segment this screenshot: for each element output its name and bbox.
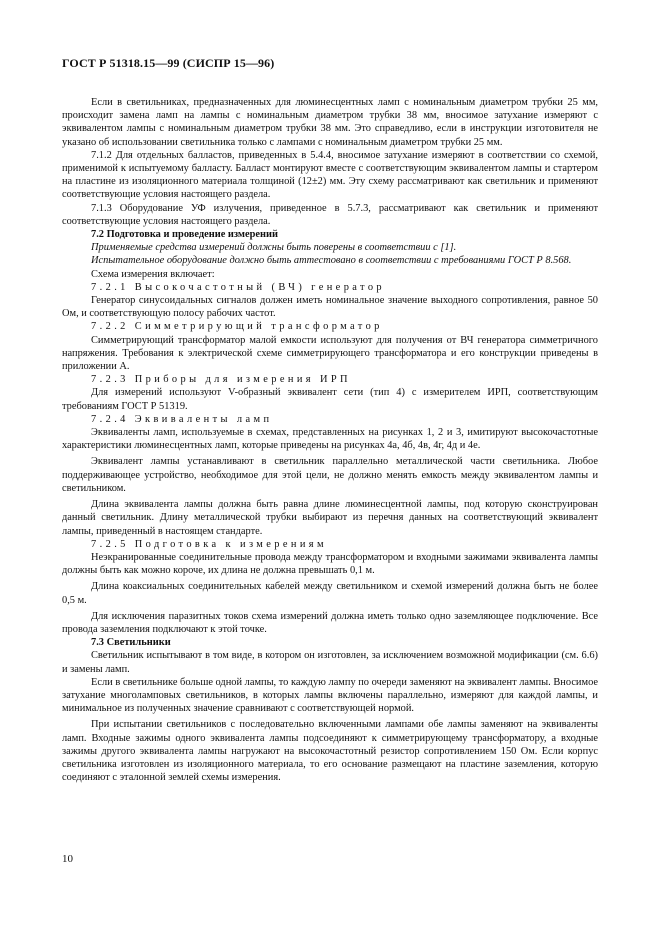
paragraph: Длина эквивалента лампы должна быть равна длине люминесцентной лампы, под которую сконструирован данный светильник. Длину металлической трубки выбирают из перечня данных на соответствующий эквивалент лампы, приведенный в настоящем стандарте. [62,499,598,537]
paragraph: Светильник испытывают в том виде, в котором он изготовлен, за исключением возможной модификации (см. 6.6) и замены ламп. [62,650,598,675]
paragraph: Если в светильнике больше одной лампы, то каждую лампу по очереди заменяют на эквивалент лампы. Вносимое затухание многоламповых светильников, в которых лампы включены параллельно, измеряют для каждой лампы, и минимальное из полученных значение сравнивают с соответствующей нормой. [62,676,598,715]
paragraph-italic: Испытательное оборудование должно быть аттестовано в соответствии с требованиями ГОСТ Р 8.568. [91,255,572,267]
paragraph-italic: Применяемые средства измерений должны быть поверены в соответствии с [1]. [91,242,457,254]
subsection-heading: 7.2.2 Симметрирующий трансформатор [91,321,383,333]
section-heading [62,228,598,241]
paragraph: Генератор синусоидальных сигналов должен иметь номинальное значение выходного сопротивления, равное 50 Ом, и соответствующую полосу рабочих частот. [62,295,598,320]
paragraph: Симметрирующий трансформатор малой емкости используют для получения от ВЧ генератора симметричного напряжения. Требования к электрической схеме симметрирующего трансформатора и его конструкции приведены в приложении А. [62,334,598,373]
section-heading-text: 7.2 Подготовка и проведение измерений [91,229,278,241]
paragraph: 7.1.3 Оборудование УФ излучения, приведенное в 5.7.3, рассматривают как светильник и применяют соответствующие условия настоящего раздела. [62,202,598,227]
paragraph: Если в светильниках, предназначенных для люминесцентных ламп с номинальным диаметром трубки 25 мм, происходит замена ламп на лампы с номинальным диаметром трубки 38 мм, вносимое затухание измеряют с эквивалентом лампы с номинальным диаметром трубки 38 мм. Это справедливо, если в инструкции изготовителя не указано об использовании светильника только с лампами с номинальным диаметром трубки 25 мм. [62,97,598,148]
section-heading-text: 7.3 Светильники [91,637,171,649]
paragraph: Схема измерения включает: [91,268,215,280]
subsection-heading: 7.2.4 Эквиваленты ламп [91,413,273,425]
page-header: ГОСТ Р 51318.15—99 (СИСПР 15—96) [62,56,275,70]
section-heading [62,636,598,649]
document-body [62,96,598,784]
paragraph: Эквивалент лампы устанавливают в светильник параллельно металлической части светильника. Любое поддерживающее устройство, необходимое для этой цели, не должно менять емкость между эквивалентом лампы и светильником. [62,456,598,494]
subsection-heading: 7.2.5 Подготовка к измерениям [91,538,327,550]
paragraph: Эквиваленты ламп, используемые в схемах, представленных на рисунках 1, 2 и 3, имитируют высокочастотные характеристики люминесцентных ламп, которые приведены на рисунках 4а, 4б, 4в, 4г, 4д и 4е. [62,427,598,452]
subsection-heading: 7.2.1 Высокочастотный (ВЧ) генератор [91,281,386,293]
paragraph: Неэкранированные соединительные провода между трансформатором и входными зажимами эквивалента лампы должны быть как можно короче, их длина не должна превышать 0,1 м. [62,551,598,577]
paragraph: Длина коаксиальных соединительных кабелей между светильником и схемой измерений должна быть не более 0,5 м. [62,581,598,606]
page-number: 10 [62,853,73,865]
subsection-heading: 7.2.3 Приборы для измерения ИРП [91,374,351,386]
paragraph: При испытании светильников с последовательно включенными лампами обе лампы заменяют на эквиваленты ламп. Входные зажимы одного эквивалента лампы подсоединяют к симметрирующему трансформатору, а входные зажимы другого эквивалента лампы нагружают на высокочастотный резистор сопротивлением 150 Ом. Если корпус светильника изготовлен из изоляционного материала, то его основание размещают на пластине заземления, которую соединяют с эталонной землей схемы измерения. [62,719,598,784]
paragraph: Для исключения паразитных токов схема измерений должна иметь только одно заземляющее подключение. Все провода заземления подключают к этой точке. [62,610,598,635]
paragraph: Для измерений используют V-образный эквивалент сети (тип 4) с измерителем ИРП, соответствующим требованиям ГОСТ Р 51319. [62,387,598,412]
paragraph: 7.1.2 Для отдельных балластов, приведенных в 5.4.4, вносимое затухание измеряют в соответствии со схемой, применимой к испытуемому балласту. Балласт монтируют вместе с соответствующим эквивалентом лампы и стартером на пластине из изоляционного материала толщиной (12±2) мм. Эту схему рассматривают как светильник и применяют соответствующие условия настоящего раздела. [62,149,598,201]
